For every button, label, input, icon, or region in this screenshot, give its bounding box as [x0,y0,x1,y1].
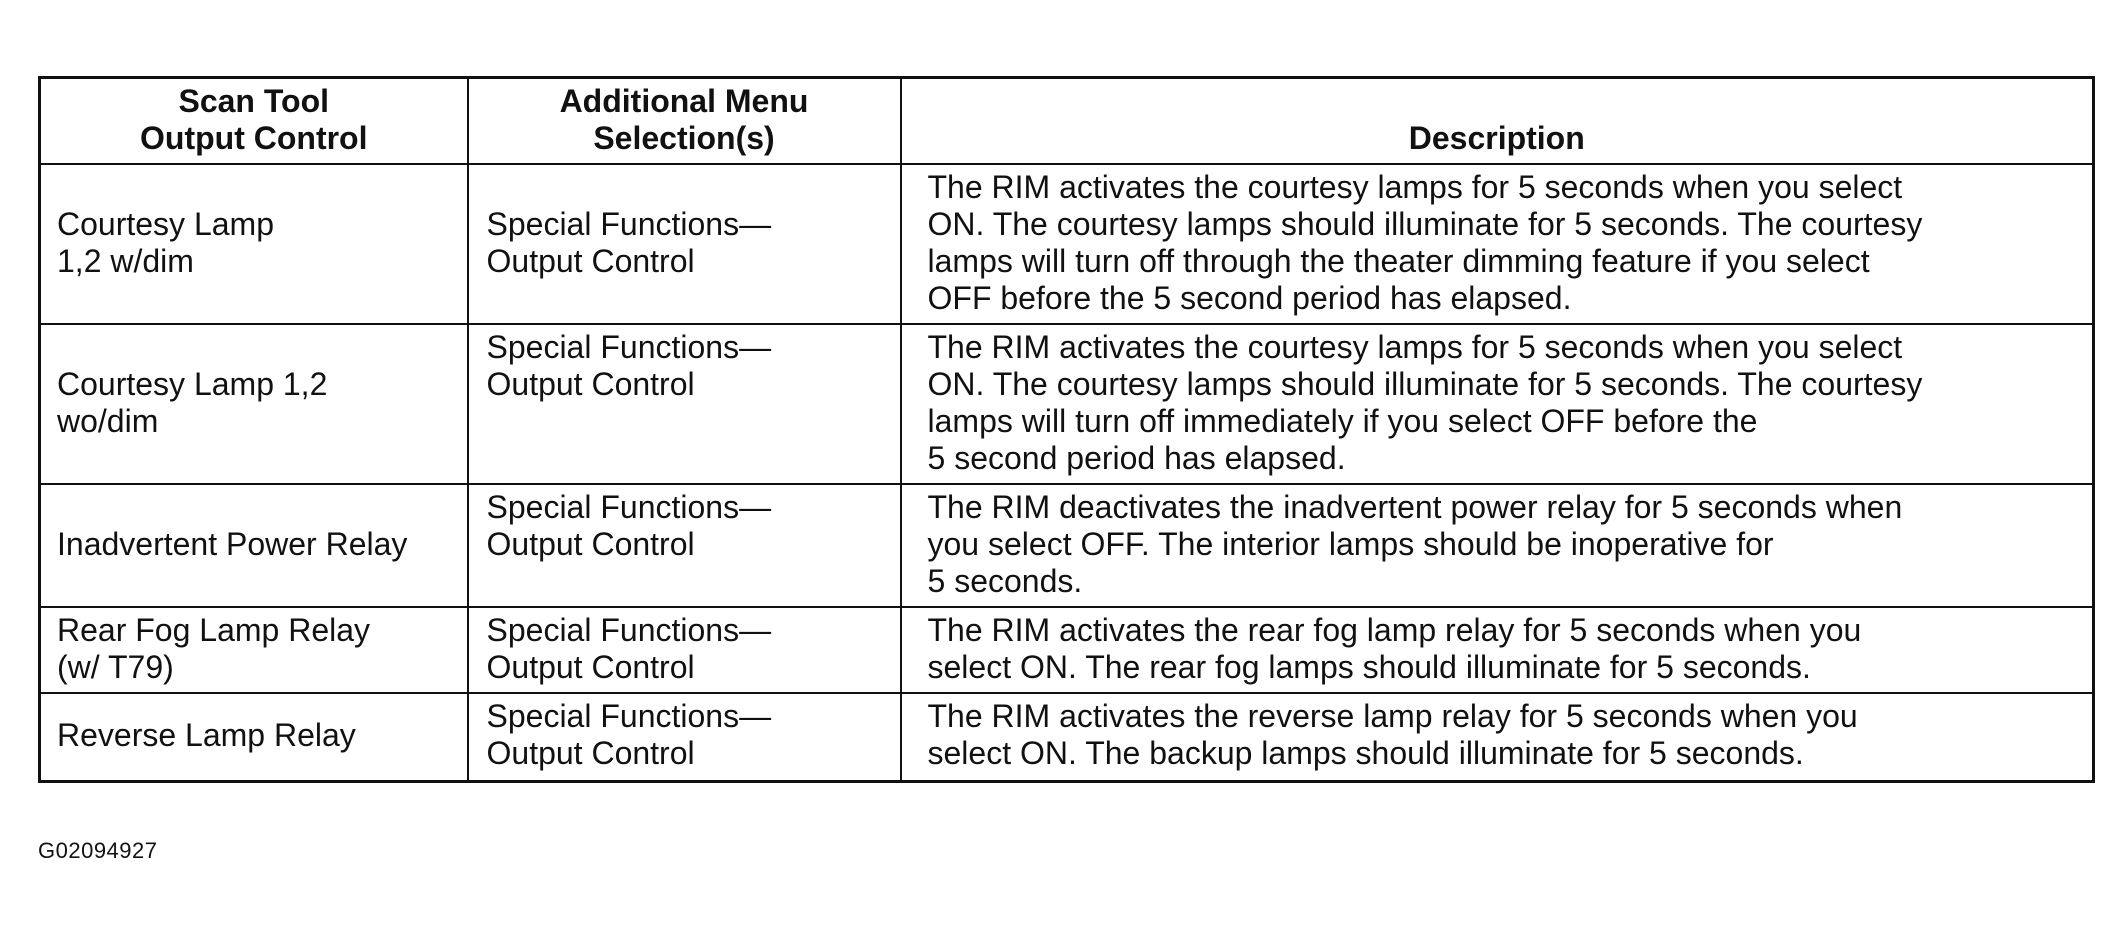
row-output-control: Courtesy Lamp 1,2 wo/dim [40,324,468,484]
header-description: Description [901,78,2094,165]
row-menu-selection: Special Functions— Output Control [468,484,901,607]
row-description: The RIM activates the reverse lamp relay for 5 seconds when you select ON. The backup lamps should illuminate for 5 seconds. [901,693,2094,781]
row-output-control: Reverse Lamp Relay [40,693,468,781]
header-col2-line2: Selection(s) [593,120,775,156]
header-scan-tool-output-control [40,78,468,165]
row-menu-selection: Special Functions— Output Control [468,324,901,484]
table-row [40,324,2094,484]
header-col1-line2: Output Control [140,120,368,156]
row-menu-selection: Special Functions— Output Control [468,693,901,781]
row-output-control: Inadvertent Power Relay [40,484,468,607]
header-additional-menu-selections [468,78,901,165]
table-row [40,484,2094,607]
header-col2-line1: Additional Menu [559,83,809,119]
row-description: The RIM activates the courtesy lamps for 5 seconds when you select ON. The courtesy lamps should illuminate for 5 seconds. The courtesy lamps will turn off immediately if you select OFF before the 5 second period has elapsed. [901,324,2094,484]
table-row [40,164,2094,324]
row-description: The RIM deactivates the inadvertent power relay for 5 seconds when you select OFF. The interior lamps should be inoperative for 5 seconds. [901,484,2094,607]
table-body [40,164,2094,781]
row-menu-selection: Special Functions— Output Control [468,607,901,693]
output-control-table [38,76,2095,783]
figure-id: G02094927 [38,838,158,863]
table-row [40,693,2094,781]
row-output-control: Courtesy Lamp 1,2 w/dim [40,164,468,324]
table-header [40,78,2094,165]
header-row [40,78,2094,165]
header-col1-line1: Scan Tool [178,83,330,119]
row-menu-selection: Special Functions— Output Control [468,164,901,324]
row-description: The RIM activates the rear fog lamp relay for 5 seconds when you select ON. The rear fog lamps should illuminate for 5 seconds. [901,607,2094,693]
row-output-control: Rear Fog Lamp Relay (w/ T79) [40,607,468,693]
table-row [40,607,2094,693]
row-description: The RIM activates the courtesy lamps for 5 seconds when you select ON. The courtesy lamps should illuminate for 5 seconds. The courtesy lamps will turn off through the theater dimming feature if you select OFF before the 5 second period has elapsed. [901,164,2094,324]
